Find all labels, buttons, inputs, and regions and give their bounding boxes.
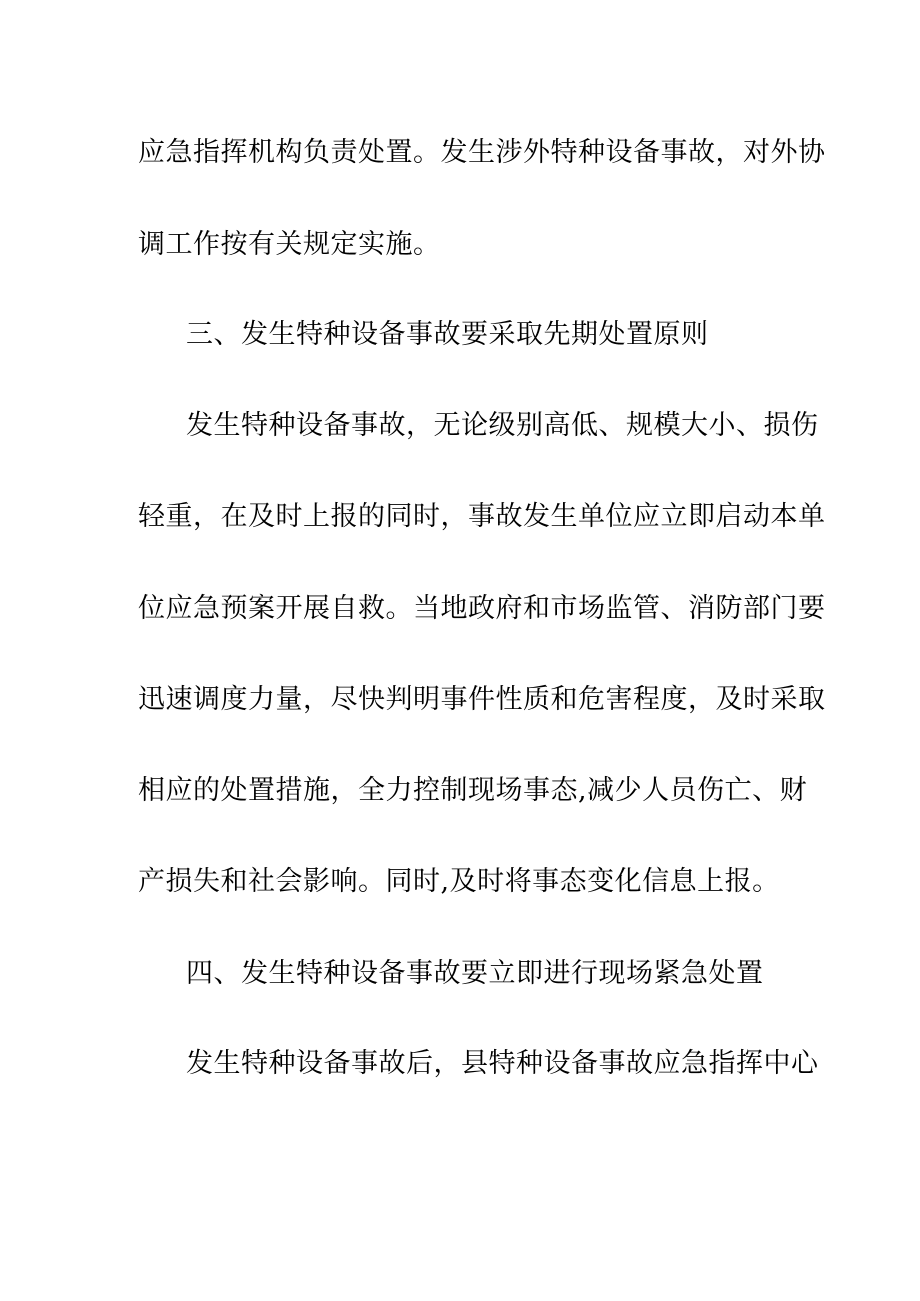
section-heading: 三、发生特种设备事故要采取先期处置原则 (186, 319, 709, 350)
paragraph-line: 相应的处置措施，全力控制现场事态,减少人员伤亡、财 (138, 775, 808, 806)
paragraph-line: 轻重，在及时上报的同时，事故发生单位应立即启动本单 (138, 501, 826, 532)
paragraph-line: 发生特种设备事故后，县特种设备事故应急指挥中心 (186, 1048, 819, 1079)
section-heading: 四、发生特种设备事故要立即进行现场紧急处置 (186, 958, 764, 989)
paragraph-line: 位应急预案开展自救。当地政府和市场监管、消防部门要 (138, 593, 826, 624)
paragraph-line: 发生特种设备事故，无论级别高低、规模大小、损伤 (186, 410, 819, 441)
paragraph-line: 迅速调度力量，尽快判明事件性质和危害程度，及时采取 (138, 684, 826, 715)
paragraph-line: 应急指挥机构负责处置。发生涉外特种设备事故，对外协 (138, 137, 826, 168)
paragraph-line: 调工作按有关规定实施。 (138, 229, 441, 260)
paragraph-line: 产损失和社会影响。同时,及时将事态变化信息上报。 (138, 866, 780, 897)
